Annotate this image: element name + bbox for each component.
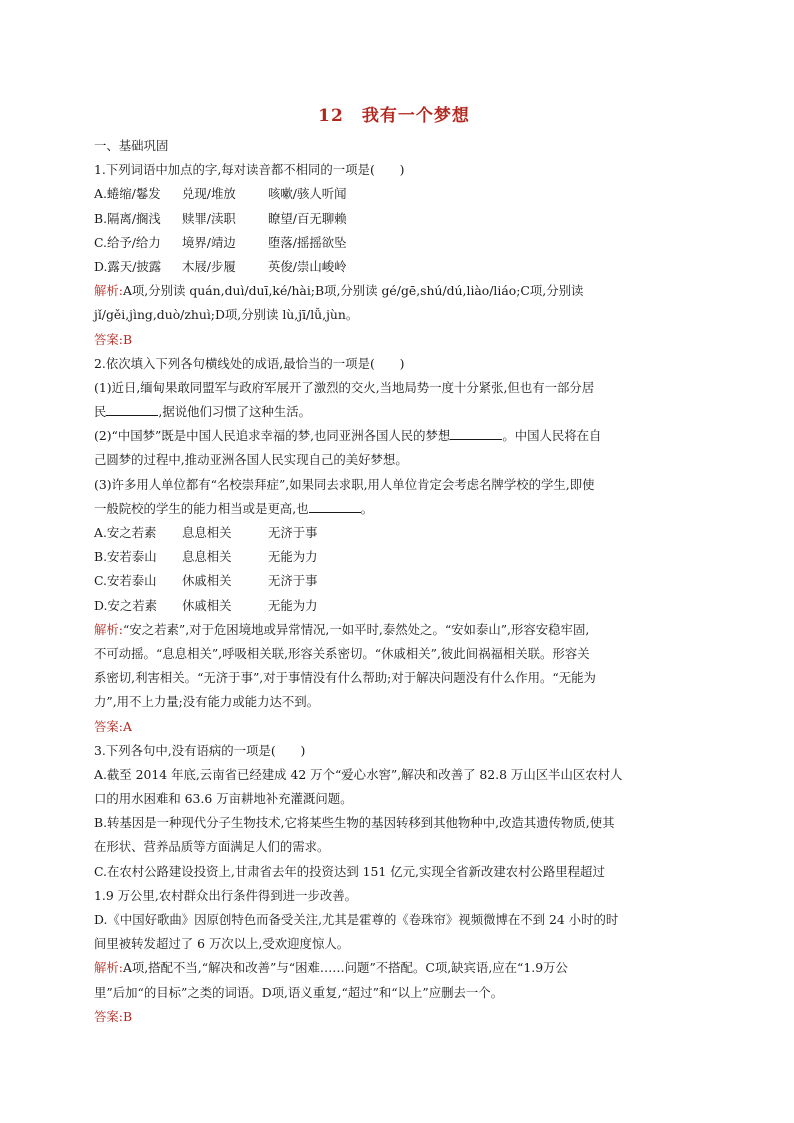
question-3-option-d-cont: 间里被转发超过了 6 万次以上,受欢迎度惊人。 bbox=[94, 936, 350, 952]
sentence-text: ,据说他们习惯了这种生活。 bbox=[158, 404, 312, 420]
answer-label: 答案: bbox=[94, 1008, 123, 1024]
question-2-analysis-cont: 力”,用不上力量;没有能力或能力达不到。 bbox=[94, 694, 320, 710]
question-1-option-c bbox=[94, 231, 694, 255]
question-1-answer bbox=[94, 328, 694, 352]
question-3-option-d: D.《中国好歌曲》因原创特色而备受关注,尤其是霍尊的《卷珠帘》视频微博在不到 24 小时的时 bbox=[94, 912, 619, 927]
question-3-analysis bbox=[94, 956, 694, 980]
analysis-text: A项,搭配不当,“解决和改善”与“困难……问题”不搭配。C项,缺宾语,应在“1.9万公 bbox=[122, 960, 568, 976]
option-word: A.蜷缩/鬈发 bbox=[94, 186, 161, 202]
question-3-option-a: A.截至 2014 年底,云南省已经建成 42 万个“爱心水窖”,解决和改善了 82.8 万山区半山区农村人 bbox=[94, 766, 623, 782]
lesson-title: 我有一个梦想 bbox=[361, 106, 470, 126]
option-word: 木屐/步履 bbox=[182, 258, 236, 274]
answer-value: A bbox=[122, 718, 132, 734]
analysis-text: A项,分别读 quán,duì/duī,ké/hài;B项,分别读 gé/gē,shú/dú,liào/liáo;C项,分别读 bbox=[122, 283, 584, 299]
question-1-option-d bbox=[94, 255, 694, 279]
question-2-sentence-1-cont bbox=[94, 400, 694, 424]
answer-value: B bbox=[122, 1008, 133, 1024]
answer-label: 答案: bbox=[94, 718, 123, 734]
option-word: 境界/靖边 bbox=[182, 234, 236, 250]
fill-blank bbox=[309, 499, 361, 513]
question-1-option-b bbox=[94, 207, 694, 231]
question-3-option-b: B.转基因是一种现代分子生物技术,它将某些生物的基因转移到其他物种中,改造其遗传物质,使其 bbox=[94, 815, 615, 831]
option-word: 赎罪/渎职 bbox=[182, 210, 236, 226]
document-page bbox=[94, 104, 694, 1029]
sentence-text: 。中国人民将在自 bbox=[502, 428, 602, 444]
question-2-option-a bbox=[94, 521, 694, 545]
question-3-stem: 3.下列各句中,没有语病的一项是( ) bbox=[94, 742, 306, 758]
option-word: 息息相关 bbox=[182, 525, 232, 540]
question-2-option-c bbox=[94, 569, 694, 593]
answer-label: 答案: bbox=[94, 331, 123, 347]
question-2-analysis bbox=[94, 618, 694, 642]
question-2-sentence-3: (3)许多用人单位都有“名校崇拜症”,如果同去求职,用人单位肯定会考虑名牌学校的学生,即使 bbox=[94, 476, 595, 492]
answer-value: B bbox=[122, 331, 133, 347]
question-2-option-b bbox=[94, 545, 694, 569]
question-3-option-b-cont: 在形状、营养品质等方面满足人们的需求。 bbox=[94, 839, 330, 855]
question-3-option-a-cont: 口的用水困难和 63.6 万亩耕地补充灌溉问题。 bbox=[94, 791, 353, 807]
option-word: 瞭望/百无聊赖 bbox=[268, 210, 347, 226]
analysis-label: 解析: bbox=[94, 621, 123, 637]
question-1-stem: 1.下列词语中加点的字,每对读音都不相同的一项是( ) bbox=[94, 162, 405, 178]
sentence-text: (2)“中国梦”既是中国人民追求幸福的梦,也同亚洲各国人民的梦想 bbox=[94, 428, 451, 444]
question-3-answer bbox=[94, 1005, 694, 1029]
option-word: 英俊/崇山峻岭 bbox=[268, 258, 347, 274]
option-word: A.安之若素 bbox=[94, 525, 157, 540]
question-3-option-c: C.在农村公路建设投资上,甘肃省去年的投资达到 151 亿元,实现全省新改建农村公路里程超过 bbox=[94, 863, 605, 879]
question-2-sentence-2-cont: 己圆梦的过程中,推动亚洲各国人民实现自己的美好梦想。 bbox=[94, 452, 408, 468]
sentence-text: 民 bbox=[94, 404, 107, 420]
option-word: B.隔离/搁浅 bbox=[94, 210, 161, 226]
option-word: D.安之若素 bbox=[94, 597, 157, 613]
question-1-option-a bbox=[94, 182, 694, 206]
analysis-text: “安之若素”,对于危困境地或异常情况,一如平时,泰然处之。“安如泰山”,形容安稳牢固, bbox=[122, 621, 590, 637]
option-word: 休戚相关 bbox=[182, 573, 232, 589]
question-2-option-d bbox=[94, 594, 694, 618]
analysis-label: 解析: bbox=[94, 283, 123, 299]
option-word: 无济于事 bbox=[268, 573, 318, 589]
option-word: B.安若泰山 bbox=[94, 549, 157, 565]
question-2-stem: 2.依次填入下列各句横线处的成语,最恰当的一项是( ) bbox=[94, 355, 405, 371]
option-word: 无济于事 bbox=[268, 525, 318, 540]
question-2-analysis-cont: 不可动摇。“息息相关”,呼吸相关联,形容关系密切。“休戚相关”,彼此间祸福相关联。形容关 bbox=[94, 645, 590, 661]
option-word: 无能为力 bbox=[268, 597, 318, 613]
option-word: 无能为力 bbox=[268, 549, 318, 565]
option-word: 休戚相关 bbox=[182, 597, 232, 613]
question-2-sentence-3-cont bbox=[94, 497, 694, 521]
question-3-analysis-cont: 里”后加“的目标”之类的词语。D项,语义重复,“超过”和“以上”应删去一个。 bbox=[94, 984, 504, 1000]
analysis-label: 解析: bbox=[94, 960, 123, 976]
page-title bbox=[94, 104, 694, 128]
section-heading: 一、基础巩固 bbox=[94, 138, 169, 153]
question-2-answer bbox=[94, 715, 694, 739]
option-word: 堕落/摇摇欲坠 bbox=[268, 234, 347, 250]
sentence-text: 。 bbox=[360, 500, 373, 516]
fill-blank bbox=[450, 426, 502, 440]
question-1-analysis bbox=[94, 279, 694, 303]
question-1-analysis-cont: jǐ/gěi,jìng,duò/zhuì;D项,分别读 lù,jī/lǚ,jùn。 bbox=[94, 307, 359, 323]
question-2-sentence-1: (1)近日,缅甸果敢同盟军与政府军展开了激烈的交火,当地局势一度十分紧张,但也有一部分居 bbox=[94, 379, 595, 395]
option-word: 咳嗽/骇人听闻 bbox=[268, 186, 347, 202]
sentence-text: 一般院校的学生的能力相当或是更高,也 bbox=[94, 500, 309, 516]
option-word: C.给予/给力 bbox=[94, 234, 161, 250]
question-3-option-c-cont: 1.9 万公里,农村群众出行条件得到进一步改善。 bbox=[94, 887, 358, 903]
fill-blank bbox=[106, 402, 158, 416]
lesson-number: 12 bbox=[318, 106, 344, 126]
option-word: D.露天/披露 bbox=[94, 258, 162, 274]
option-word: 兑现/堆放 bbox=[182, 186, 236, 202]
option-word: 息息相关 bbox=[182, 549, 232, 565]
question-2-sentence-2 bbox=[94, 424, 694, 448]
question-2-analysis-cont: 系密切,利害相关。“无济于事”,对于事情没有什么帮助;对于解决问题没有什么作用。“无能为 bbox=[94, 670, 596, 686]
option-word: C.安若泰山 bbox=[94, 573, 157, 589]
